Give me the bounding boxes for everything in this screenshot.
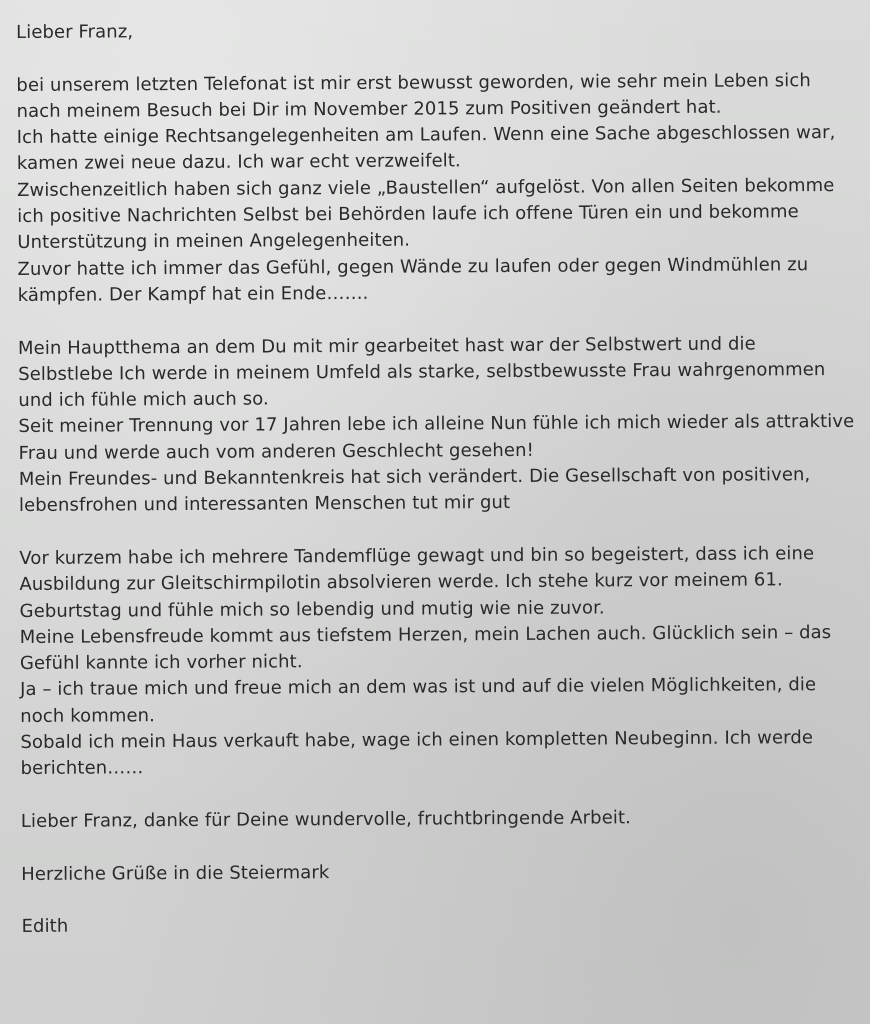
paragraph-line: berichten…… xyxy=(20,757,144,780)
paragraph-line: kämpfen. Der Kampf hat ein Ende……. xyxy=(17,282,369,306)
paragraph-line: Selbstlebe Ich werde in meinem Umfeld als starke, selbstbewusste Frau wahrgenommen xyxy=(18,358,826,385)
paragraph-line: kamen zwei neue dazu. Ich war echt verzweifelt. xyxy=(16,150,461,175)
paragraph-line: lebensfrohen und interessanten Menschen tut mir gut xyxy=(18,492,511,517)
paragraph-3 xyxy=(19,541,865,783)
paragraph-line: und ich fühle mich auch so. xyxy=(18,388,269,412)
paragraph-line: Sobald ich mein Haus verkauft habe, wage ich einen kompletten Neubeginn. Ich werde xyxy=(20,727,814,754)
paragraph-line: Mein Freundes- und Bekanntenkreis hat sich verändert. Die Gesellschaft von positiven, xyxy=(18,464,811,491)
thanks-line: Lieber Franz, danke für Deine wundervolle, fruchtbringende Arbeit. xyxy=(20,807,631,832)
paragraph-line: noch kommen. xyxy=(20,704,156,727)
paragraph-line: ich positive Nachrichten Selbst bei Behörden laufe ich offene Türen ein und bekomme xyxy=(17,201,799,228)
closing-line: Herzliche Grüße in die Steiermark xyxy=(21,861,330,885)
paragraph-1 xyxy=(16,67,862,309)
paragraph-line: Ja – ich traue mich und freue mich an dem was ist und auf die vielen Möglichkeiten, die xyxy=(20,674,817,701)
paragraph-line: nach meinem Besuch bei Dir im November 2015 zum Positiven geändert hat. xyxy=(16,96,722,122)
signature: Edith xyxy=(21,915,69,938)
paragraph-line: Unterstützung in meinen Angelegenheiten. xyxy=(17,229,411,254)
letter-body xyxy=(16,15,867,941)
paragraph-line: Frau und werde auch vom anderen Geschlecht gesehen! xyxy=(18,439,534,464)
salutation: Lieber Franz, xyxy=(16,21,134,43)
paragraph-2 xyxy=(18,330,864,519)
paragraph-line: Vor kurzem habe ich mehrere Tandemflüge gewagt und bin so begeistert, dass ich eine xyxy=(19,543,815,569)
paragraph-line: Zwischenzeitlich haben sich ganz viele „Baustellen“ aufgelöst. Von allen Seiten bekomme xyxy=(16,174,835,201)
paragraph-line: bei unserem letzten Telefonat ist mir erst bewusst geworden, wie sehr mein Leben sich xyxy=(16,69,811,96)
paragraph-line: Gefühl kannte ich vorher nicht. xyxy=(19,651,303,675)
paragraph-line: Ausbildung zur Gleitschirmpilotin absolvieren werde. Ich stehe kurz vor meinem 61. xyxy=(19,569,783,596)
paragraph-line: Geburtstag und fühle mich so lebendig und mutig wie nie zuvor. xyxy=(19,596,605,622)
paragraph-line: Mein Hauptthema an dem Du mit mir gearbeitet hast war der Selbstwert und die xyxy=(17,333,756,359)
paragraph-line: Zuvor hatte ich immer das Gefühl, gegen Wände zu laufen oder gegen Windmühlen zu xyxy=(17,253,809,280)
paragraph-line: Ich hatte einige Rechtsangelegenheiten am Laufen. Wenn eine Sache abgeschlossen war, xyxy=(16,122,836,149)
paragraph-line: Meine Lebensfreude kommt aus tiefstem Herzen, mein Lachen auch. Glücklich sein – das xyxy=(19,621,832,648)
paragraph-line: Seit meiner Trennung vor 17 Jahren lebe ich alleine Nun fühle ich mich wieder als attraktive xyxy=(18,411,855,438)
